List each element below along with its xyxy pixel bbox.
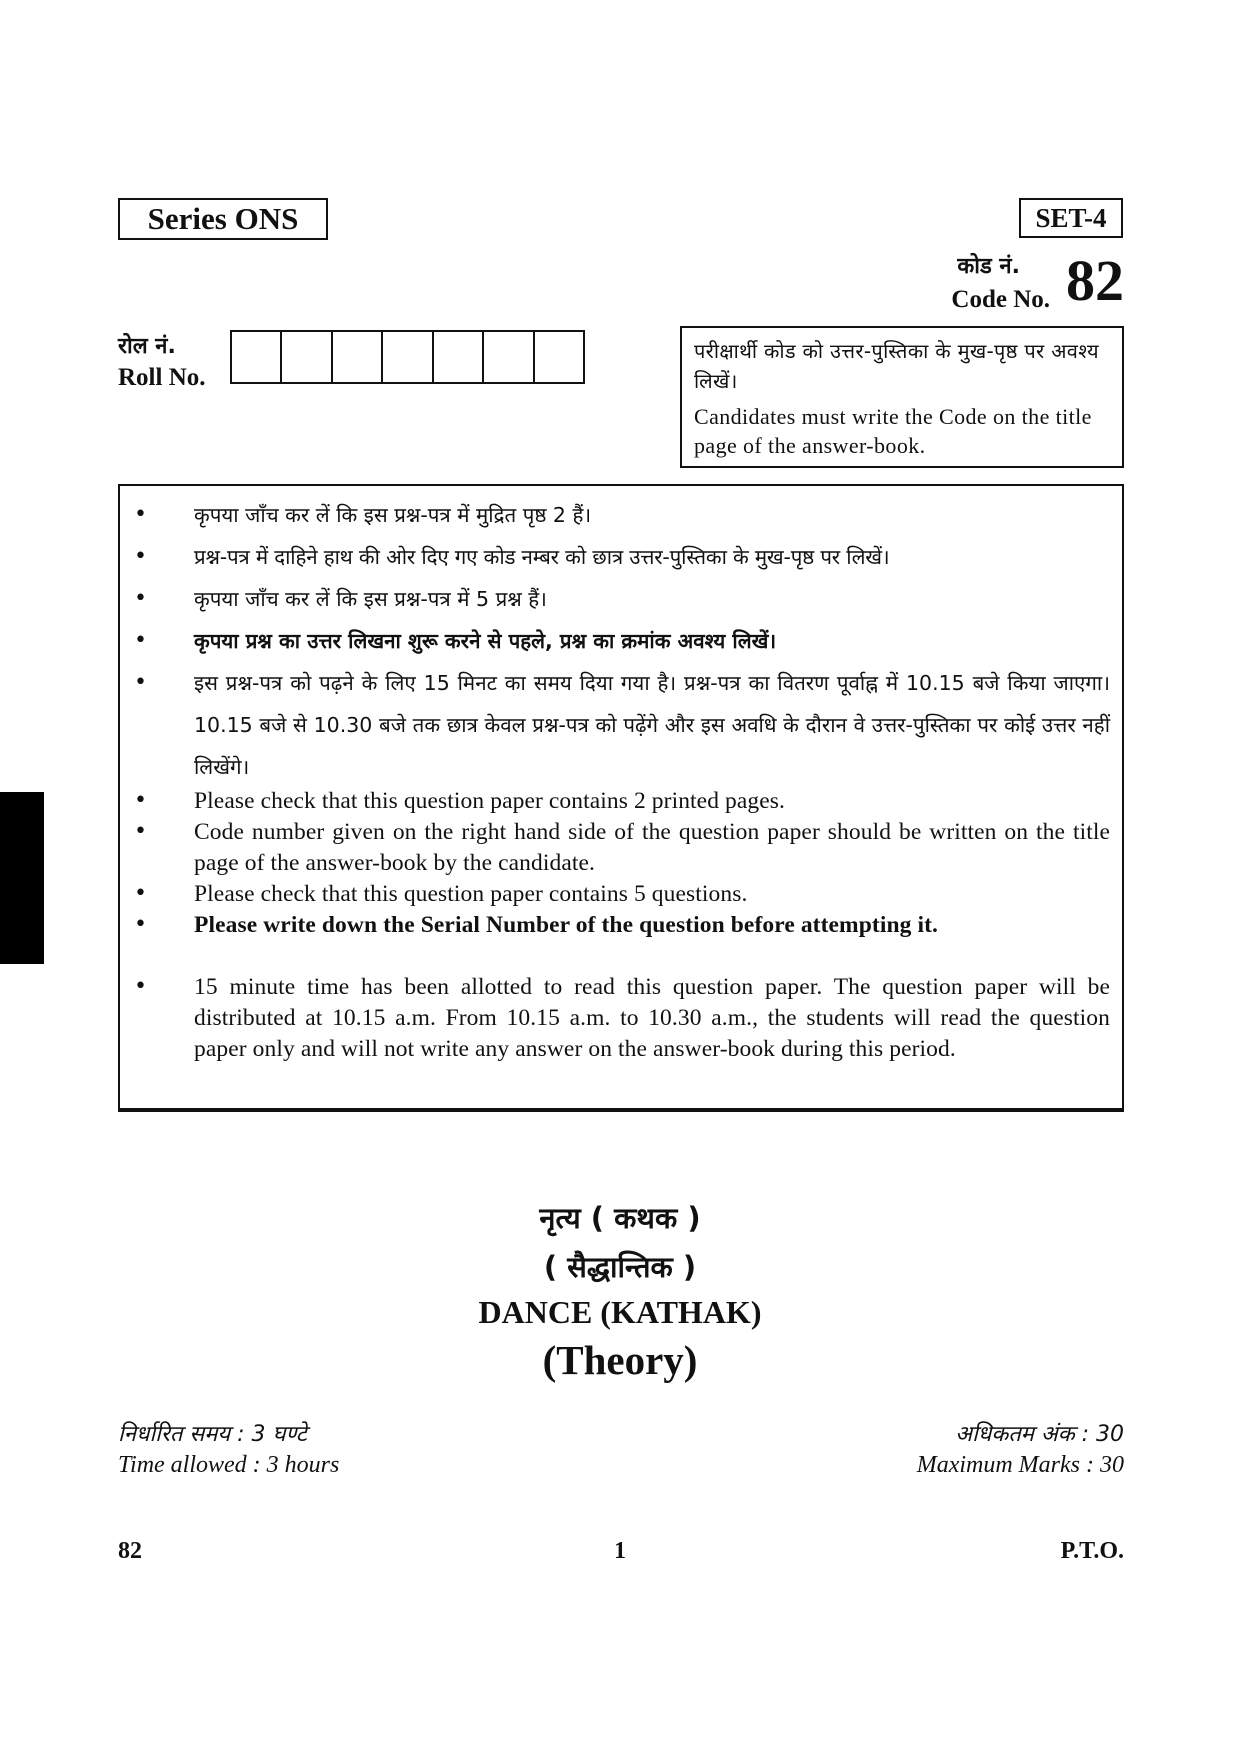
subject-title-hindi: नृत्य ( कथक )	[539, 1201, 701, 1235]
max-marks-english: Maximum Marks : 30	[916, 1452, 1124, 1478]
bullet-icon: •	[134, 670, 147, 695]
instructions-box	[118, 484, 1124, 1110]
instruction-text-hindi: प्रश्न-पत्र में दाहिने हाथ की ओर दिए गए कोड नम्बर को छात्र उत्तर-पुस्तिका के मुख-पृष्ठ पर लिखें।	[194, 545, 890, 569]
set-label: SET-4	[1019, 198, 1123, 238]
time-allowed-english: Time allowed : 3 hours	[118, 1452, 340, 1478]
bullet-icon: •	[134, 628, 147, 653]
subject-subtitle-hindi: ( सैद्धान्तिक )	[543, 1250, 697, 1284]
roll-number-boxes[interactable]	[230, 330, 585, 384]
subject-subtitle-english: (Theory)	[542, 1337, 698, 1383]
roll-label-hindi: रोल नं.	[118, 334, 176, 359]
roll-digit-box[interactable]	[535, 332, 583, 382]
candidate-note-box	[680, 326, 1124, 468]
instruction-text-english: 15 minute time has been allotted to read this question paper. The question paper will be distributed at 10.15 a.m. From 10.15 a.m. to 10.30 a.m., the students will read the question paper only and will not write any answer on the answer-book during this period.	[194, 974, 1110, 1062]
page-number: 1	[614, 1538, 626, 1564]
code-label-hindi: कोड नं.	[957, 254, 1020, 279]
instruction-text-english: Please write down the Serial Number of the question before attempting it.	[194, 912, 938, 938]
instruction-text-hindi: कृपया प्रश्न का उत्तर लिखना शुरू करने से पहले, प्रश्न का क्रमांक अवश्य लिखें।	[194, 629, 777, 653]
code-number: 82	[1066, 248, 1124, 313]
bullet-icon: •	[134, 912, 147, 937]
instruction-text-hindi: कृपया जाँच कर लें कि इस प्रश्न-पत्र में 5 प्रश्न हैं।	[194, 587, 547, 611]
roll-digit-box[interactable]	[383, 332, 433, 382]
footer-code: 82	[118, 1538, 142, 1564]
bullet-icon: •	[134, 586, 147, 611]
instruction-text-hindi: कृपया जाँच कर लें कि इस प्रश्न-पत्र में मुद्रित पृष्ठ 2 हैं।	[194, 503, 592, 527]
code-label-english: Code No.	[951, 286, 1050, 313]
roll-digit-box[interactable]	[434, 332, 484, 382]
roll-label-english: Roll No.	[118, 364, 206, 391]
bullet-icon: •	[134, 502, 147, 527]
roll-digit-box[interactable]	[484, 332, 534, 382]
series-label: Series ONS	[118, 198, 328, 240]
bullet-icon: •	[134, 788, 147, 813]
bullet-icon: •	[134, 544, 147, 569]
bullet-icon: •	[134, 881, 147, 906]
instruction-text-english: Please check that this question paper contains 2 printed pages.	[194, 788, 786, 814]
pto-label: P.T.O.	[1060, 1538, 1124, 1564]
subject-title-english: DANCE (KATHAK)	[478, 1294, 762, 1330]
candidate-note-english: Candidates must write the Code on the title page of the answer-book.	[694, 404, 1092, 458]
instruction-text-hindi: इस प्रश्न-पत्र को पढ़ने के लिए 15 मिनट का समय दिया गया है। प्रश्न-पत्र का वितरण पूर्वाह्न में 10.15 बजे किया जाएगा। 10.15 बजे से 10.30 बजे तक छात्र केवल प्रश्न-पत्र को पढ़ेंगे और इस अवधि के दौरान वे उत्तर-पुस्तिका पर कोई उत्तर नहीं लिखेंगे।	[194, 671, 1110, 779]
roll-digit-box[interactable]	[282, 332, 332, 382]
time-allowed-hindi: निर्धारित समय : 3 घण्टे	[118, 1422, 307, 1447]
instruction-text-english: Code number given on the right hand side of the question paper should be written on the title page of the answer-book by the candidate.	[194, 819, 1110, 876]
roll-digit-box[interactable]	[232, 332, 282, 382]
candidate-note-hindi: परीक्षार्थी कोड को उत्तर-पुस्तिका के मुख-पृष्ठ पर अवश्य लिखें।	[694, 339, 1099, 393]
roll-digit-box[interactable]	[333, 332, 383, 382]
max-marks-hindi: अधिकतम अंक : 30	[955, 1422, 1124, 1447]
side-black-tab	[0, 792, 44, 964]
instruction-text-english: Please check that this question paper contains 5 questions.	[194, 881, 748, 907]
bullet-icon: •	[134, 974, 147, 999]
bullet-icon: •	[134, 819, 147, 844]
